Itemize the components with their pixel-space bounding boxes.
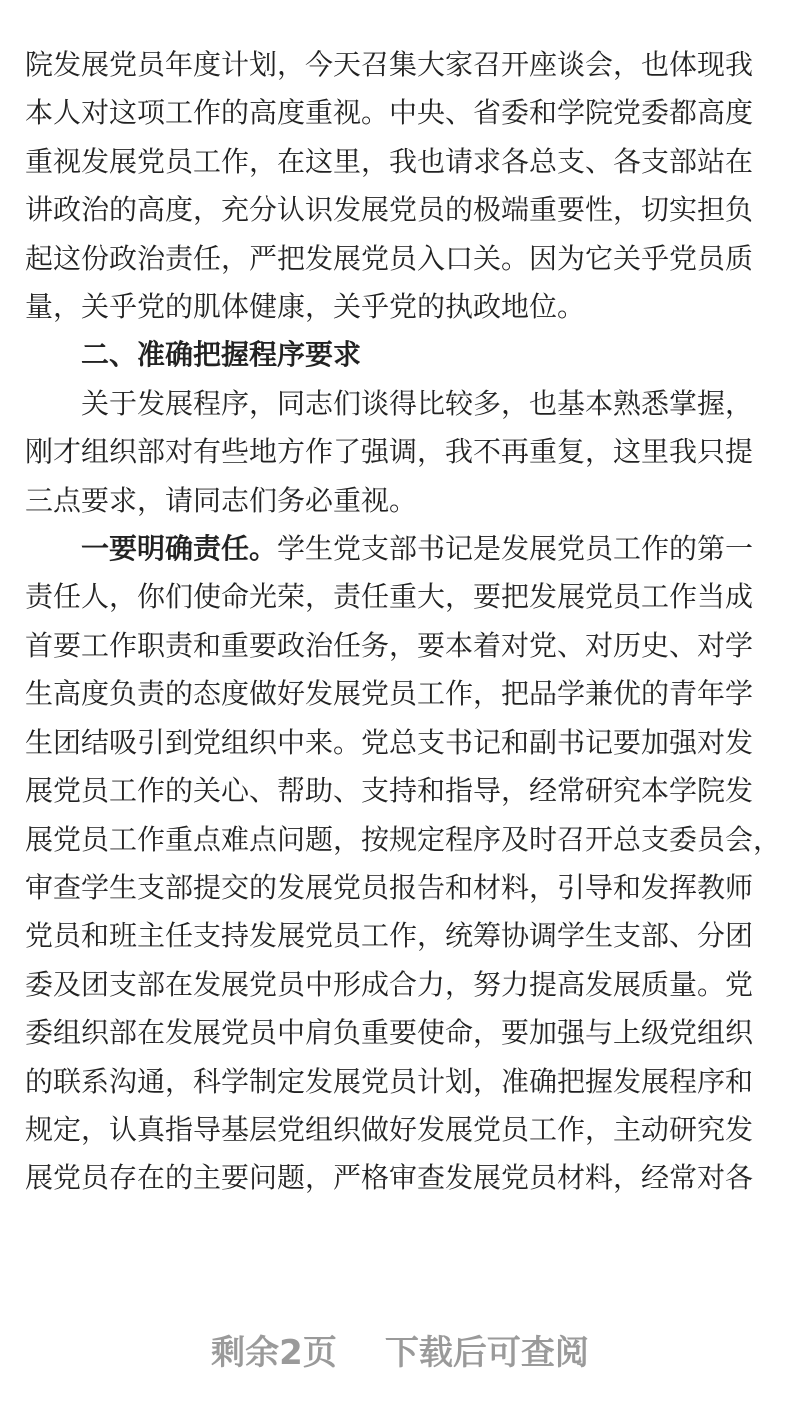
text-line: 生高度负责的态度做好发展党员工作，把品学兼优的青年学 — [25, 677, 754, 711]
text-line: 党员和班主任支持发展党员工作，统筹协调学生支部、分团 — [25, 919, 754, 953]
text-line: 规定，认真指导基层党组织做好发展党员工作，主动研究发 — [25, 1112, 754, 1146]
text-line: 责任人，你们使命光荣，责任重大，要把发展党员工作当成 — [25, 580, 754, 614]
download-hint-label: 下载后可查阅 — [384, 1333, 589, 1373]
text-line: 委及团支部在发展党员中形成合力，努力提高发展质量。党 — [25, 967, 754, 1001]
bold-lead: 一要明确责任。 — [81, 532, 278, 566]
text-line: 本人对这项工作的高度重视。中央、省委和学院党委都高度 — [25, 96, 754, 130]
text-line: 生团结吸引到党组织中来。党总支书记和副书记要加强对发 — [25, 725, 754, 759]
text-line: 讲政治的高度，充分认识发展党员的极端重要性，切实担负 — [25, 193, 754, 227]
text-line: 审查学生支部提交的发展党员报告和材料，引导和发挥教师 — [25, 870, 754, 904]
text-line: 展党员工作的关心、帮助、支持和指导，经常研究本学院发 — [25, 774, 754, 808]
text-line: 关于发展程序，同志们谈得比较多，也基本熟悉掌握， — [81, 386, 754, 420]
text-line: 院发展党员年度计划，今天召集大家召开座谈会，也体现我 — [25, 48, 754, 81]
download-prompt[interactable] — [0, 1325, 800, 1374]
text-line: 的联系沟通，科学制定发展党员计划，准确把握发展程序和 — [25, 1064, 754, 1098]
text-line: 起这份政治责任，严把发展党员入口关。因为它关乎党员质 — [25, 241, 754, 275]
text-line: 展党员存在的主要问题，严格审查发展党员材料，经常对各 — [25, 1161, 754, 1195]
text-line: 刚才组织部对有些地方作了强调，我不再重复，这里我只提 — [25, 435, 754, 469]
remaining-pages-label: 剩余2页 — [211, 1333, 337, 1373]
section-heading: 二、准确把握程序要求 — [81, 338, 362, 372]
text-line: 首要工作职责和重要政治任务，要本着对党、对历史、对学 — [25, 628, 754, 662]
text-line: 重视发展党员工作，在这里，我也请求各总支、各支部站在 — [25, 144, 754, 178]
text-line — [25, 525, 785, 573]
text-span: 学生党支部书记是发展党员工作的第一 — [277, 532, 754, 566]
text-line: 三点要求，请同志们务必重视。 — [25, 483, 418, 517]
document-page — [25, 41, 785, 1203]
text-line: 量，关乎党的肌体健康，关乎党的执政地位。 — [25, 290, 586, 324]
text-line: 委组织部在发展党员中肩负重要使命，要加强与上级党组织 — [25, 1016, 754, 1050]
text-line: 展党员工作重点难点问题，按规定程序及时召开总支委员会， — [25, 822, 782, 856]
